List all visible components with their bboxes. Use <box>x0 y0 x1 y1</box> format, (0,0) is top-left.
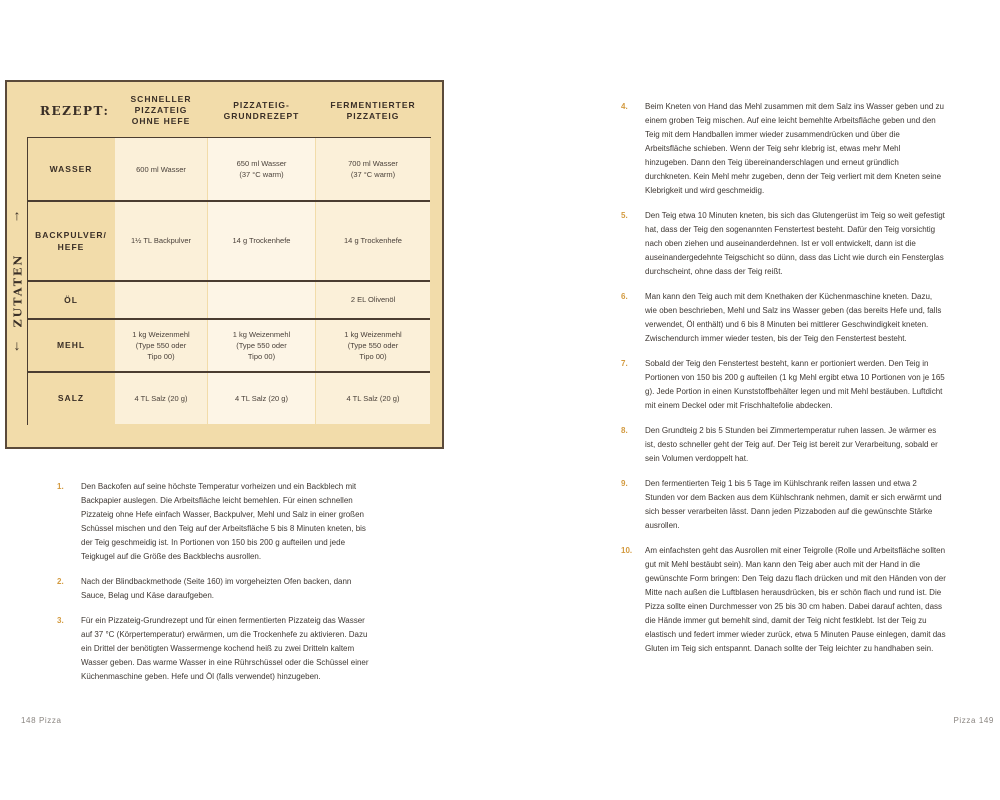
step-number: 8. <box>621 426 628 435</box>
step-number: 3. <box>57 616 64 625</box>
cell-wasser-grund: 650 ml Wasser (37 °C warm) <box>208 138 315 200</box>
steps-right-list <box>621 100 946 667</box>
row-label-salz: SALZ <box>57 393 85 403</box>
cell-wasser-ferment: 700 ml Wasser (37 °C warm) <box>316 138 430 200</box>
step-text: Den fermentierten Teig 1 bis 5 Tage im Kühlschrank reifen lassen und etwa 2 Stunden vor dem Backen aus dem Kühlschrank nehmen, damit er sich erwärmt und sich besser verarbeiten lässt. Dann jeden Pizzaboden auf die gewünschte Stärke ausrollen. <box>645 479 942 530</box>
step-number: 9. <box>621 479 628 488</box>
step-item <box>621 290 946 346</box>
page-number-left: 148 Pizza <box>21 716 62 725</box>
row-label-mehl: MEHL <box>56 340 86 350</box>
step-item <box>621 424 946 466</box>
cell-salz-schnell: 4 TL Salz (20 g) <box>115 372 207 424</box>
step-item <box>621 357 946 413</box>
cell-salz-ferment: 4 TL Salz (20 g) <box>316 372 430 424</box>
step-item <box>57 614 377 684</box>
row-label-backpulver: BACKPULVER/ HEFE <box>35 229 107 252</box>
right-page <box>500 0 1000 800</box>
step-text: Den Teig etwa 10 Minuten kneten, bis sich das Glutengerüst im Teig so weit gefestigt hat, dass der Teig den sogenannten Fenstertest besteht. Dafür den Teig vorsichtig nach oben ziehen und auseinanderdehnen. Ist er voll entwickelt, dann ist die auseinandergedehnte Teigschicht so dünn, dass das Licht wie durch ein Fensterglas durchscheint, ohne dass der Teig reißt. <box>645 211 945 276</box>
column-header-schnell: SCHNELLER PIZZATEIG OHNE HEFE <box>130 94 192 126</box>
cell-mehl-grund: 1 kg Weizenmehl (Type 550 oder Tipo 00) <box>208 319 315 371</box>
step-text: Man kann den Teig auch mit dem Knethaken der Küchenmaschine kneten. Dazu, wie oben beschrieben, Mehl und Salz ins Wasser geben (das bereits Hefe und, falls verwendet, Öl enthält) und 6 bis 8 Minuten bei mittlerer Geschwindigkeit kneten. Zwischendurch immer wieder testen, bis der Teig den Fenstertest besteht. <box>645 292 942 343</box>
zutaten-label <box>8 253 28 327</box>
step-text: Am einfachsten geht das Ausrollen mit einer Teigrolle (Rolle und Arbeitsfläche sollten gut mit Mehl bestäubt sein). Man kann den Teig aber auch mit der Hand in die gewünschte Form bringen: Den Teig dazu flach drücken und mit den Händen von der Mitte nach außen die Luftblasen herausdrücken, bis er schön flach und rund ist. Die Pizza sollte einen Durchmesser von 25 bis 30 cm haben. Dabei darauf achten, dass die Hände immer gut bemehlt sind, damit der Teig nicht festklebt. Ist der Teig zu elastisch und federt immer wieder zurück, etwa 5 Minuten Pause einlegen, damit das Gluten im Teig sich entspannt. Danach sollte der Teig leichter zu handhaben sein. <box>645 546 946 653</box>
step-number: 6. <box>621 292 628 301</box>
step-item <box>621 209 946 279</box>
step-item <box>621 477 946 533</box>
steps-left-list <box>57 480 377 695</box>
row-divider <box>27 318 430 320</box>
step-number: 1. <box>57 482 64 491</box>
row-label-wasser: WASSER <box>49 164 93 174</box>
page-number-right: Pizza 149 <box>953 716 994 725</box>
arrow-up-icon: ↑ <box>13 207 21 223</box>
column-header-fermentiert: FERMENTIERTER PIZZATEIG <box>330 100 416 121</box>
step-number: 7. <box>621 359 628 368</box>
step-item <box>57 575 377 603</box>
cell-backpulver-grund: 14 g Trockenhefe <box>208 201 315 280</box>
cell-oel-ferment: 2 EL Olivenöl <box>316 281 430 318</box>
cell-salz-grund: 4 TL Salz (20 g) <box>208 372 315 424</box>
cell-mehl-ferment: 1 kg Weizenmehl (Type 550 oder Tipo 00) <box>316 319 430 371</box>
step-text: Beim Kneten von Hand das Mehl zusammen mit dem Salz ins Wasser geben und zu einem groben Teig mischen. Auf eine leicht bemehlte Arbeitsfläche geben und den Teig mit dem Handballen immer wieder zusammendrücken und über die Arbeitsfläche schieben. Wenn der Teig sehr klebrig ist, etwas mehr Mehl hinzugeben. Dann den Teig übereinanderschlagen und erneut gründlich durchkneten. Kein Mehl mehr zugeben, denn der Teig verliert mit dem Kneten seine Klebrigkeit und wird geschmeidig. <box>645 102 944 195</box>
cell-oel-grund <box>208 281 315 318</box>
step-text: Sobald der Teig den Fenstertest besteht, kann er portioniert werden. Den Teig in Portionen von 150 bis 200 g aufteilen (1 kg Mehl ergibt etwa 10 Portionen von je 165 g). Jede Portion in einen Kunststoffbehälter legen und mit Mehl bestäuben. Luftdicht mit einem Deckel oder mit Frischhaltefolie abdecken. <box>645 359 945 410</box>
step-number: 5. <box>621 211 628 220</box>
recipe-table-title: REZEPT: <box>40 104 110 118</box>
cell-backpulver-ferment: 14 g Trockenhefe <box>316 201 430 280</box>
cell-wasser-schnell: 600 ml Wasser <box>115 138 207 200</box>
column-header-grundrezept: PIZZATEIG- GRUNDREZEPT <box>223 100 300 121</box>
step-text: Nach der Blindbackmethode (Seite 160) im vorgeheizten Ofen backen, dann Sauce, Belag und Käse daraufgeben. <box>81 577 352 600</box>
cell-oel-schnell <box>115 281 207 318</box>
cell-backpulver-schnell: 1½ TL Backpulver <box>115 201 207 280</box>
row-divider <box>27 371 430 373</box>
step-item <box>621 100 946 198</box>
step-number: 10. <box>621 546 633 555</box>
cell-mehl-schnell: 1 kg Weizenmehl (Type 550 oder Tipo 00) <box>115 319 207 371</box>
step-item <box>57 480 377 564</box>
step-item <box>621 544 946 656</box>
step-text: Den Backofen auf seine höchste Temperatur vorheizen und ein Backblech mit Backpapier auslegen. Die Arbeitsfläche leicht bemehlen. Für einen schnellen Pizzateig ohne Hefe einfach Wasser, Backpulver, Mehl und Salz in einer großen Schüssel mischen und den Teig auf der Arbeitsfläche 5 bis 8 Minuten kneten, bis der Teig geschmeidig ist. In Portionen von 150 bis 200 g aufteilen und jede Teigkugel auf die Größe des Backblechs ausrollen. <box>81 482 366 561</box>
step-number: 2. <box>57 577 64 586</box>
step-text: Den Grundteig 2 bis 5 Stunden bei Zimmertemperatur ruhen lassen. Je wärmer es ist, desto schneller geht der Teig auf. Der Teig ist bereit zur Verarbeitung, sobald er sein Volumen verdoppelt hat. <box>645 426 938 463</box>
row-label-oel: ÖL <box>64 294 78 305</box>
step-number: 4. <box>621 102 628 111</box>
row-divider <box>27 280 430 282</box>
arrow-down-icon: ↓ <box>13 337 21 353</box>
step-text: Für ein Pizzateig-Grundrezept und für einen fermentierten Pizzateig das Wasser auf 37 °C (Körpertemperatur) erwärmen, um die Trockenhefe zu aktivieren. Dazu ein Drittel der benötigten Wassermenge kochend heiß zu zwei Dritteln kaltem Wasser geben. Das warme Wasser in eine Rührschüssel oder die Schüssel einer Küchenmaschine geben. Hefe und Öl (falls verwendet) hinzugeben. <box>81 616 369 681</box>
row-divider <box>27 200 430 202</box>
zutaten-text: ZUTATEN <box>11 253 25 327</box>
